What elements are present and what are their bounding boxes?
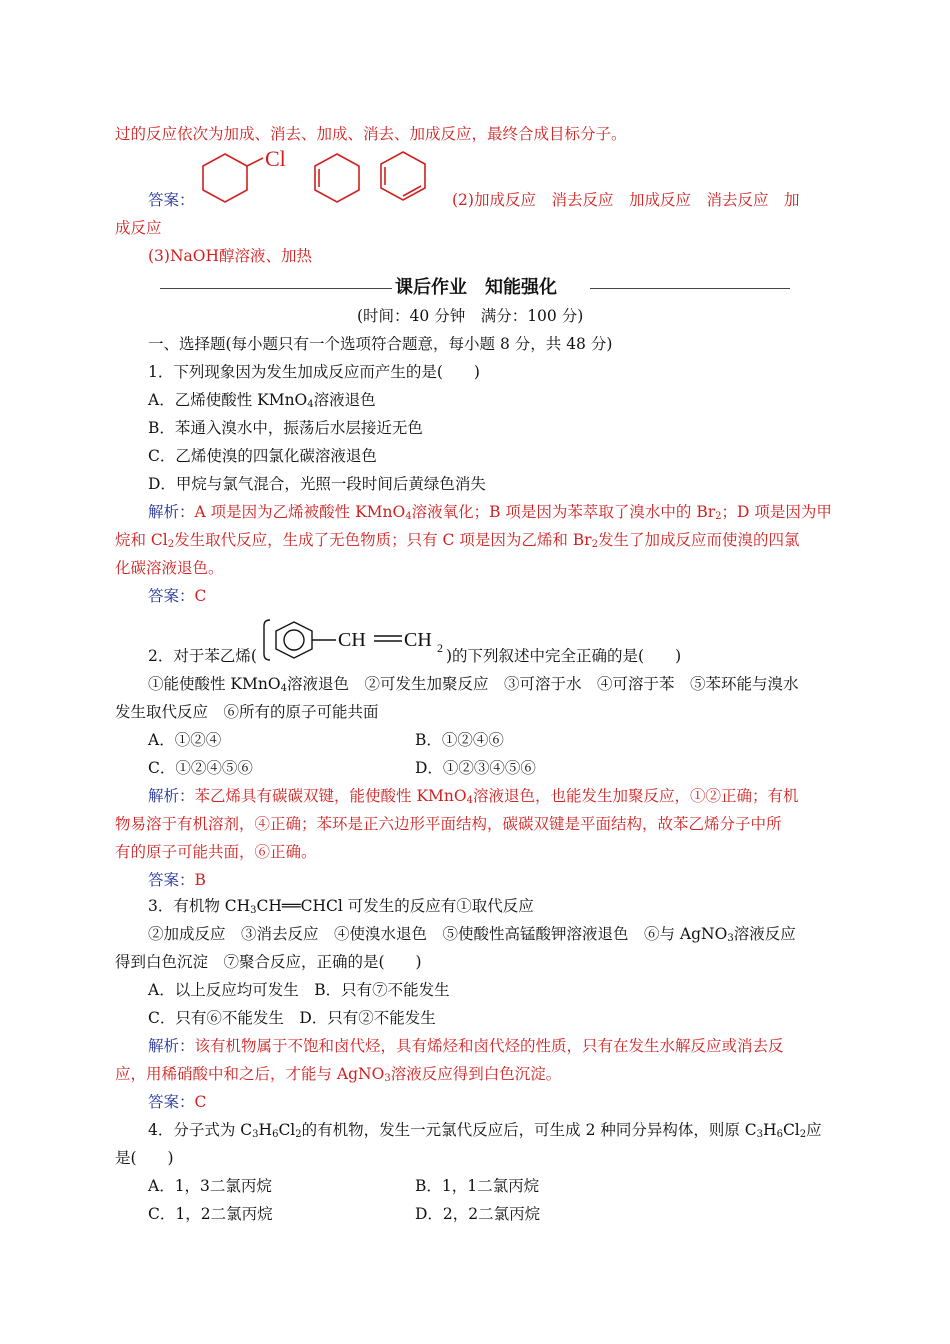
q3-options-ab-text: A．以上反应均可发生 B．只有⑦不能发生 (148, 981, 450, 999)
q3-stem-b: CH══CHCl 可发生的反应有①取代反应 (256, 897, 534, 915)
q4-stem (148, 1120, 822, 1140)
q2-exp1-a: 苯乙烯具有碳碳双键，能使酸性 KMnO (194, 787, 467, 805)
q3-explanation-label: 解析： (148, 1037, 195, 1055)
q2-line3: 发生取代反应 ⑥所有的原子可能共面 (115, 703, 379, 721)
q4-f: Cl (782, 1121, 800, 1139)
reaction-structures (195, 148, 435, 210)
q3-exp1: 该有机物属于不饱和卤代烃，具有烯烃和卤代烃的性质，只有在发生水解反应或消去反 (194, 1037, 784, 1055)
q2-answer-label: 答案： (148, 871, 195, 889)
q1-answer-label: 答案： (148, 587, 195, 605)
answer-label-text: 答案： (148, 191, 195, 209)
q4-option-a (148, 1176, 272, 1196)
left-paren-curve (264, 620, 270, 660)
q2-option-b (415, 730, 504, 750)
answer-part2 (452, 190, 799, 210)
q4-g: 应 (806, 1121, 822, 1139)
q1-exp2-a: 烷和 Cl (115, 531, 168, 549)
section-title-text: 课后作业 知能强化 (395, 277, 557, 298)
q1-option-a (148, 390, 376, 410)
q3-explanation-1 (148, 1036, 784, 1056)
q2-line2-a: ①能使酸性 KMnO (148, 675, 281, 693)
q2-option-a-text: A．①②④ (148, 731, 222, 749)
q2-explanation-1 (148, 786, 798, 806)
q2-statements-2 (115, 702, 379, 722)
q2-explanation-2 (115, 814, 782, 834)
ch-label: CH (338, 629, 366, 651)
q3-options-ab (148, 980, 450, 1000)
title-rule-left (160, 288, 392, 289)
q4-s6: 2 (799, 1129, 807, 1140)
ch2-sub: 2 (437, 641, 443, 655)
q4-option-d (415, 1204, 540, 1224)
q3-answer-label: 答案： (148, 1093, 195, 1111)
q3-line2-a: ②加成反应 ③消去反应 ④使溴水退色 ⑤使酸性高锰酸钾溶液退色 ⑥与 AgNO (148, 925, 728, 943)
answer-part2-cont (115, 218, 162, 238)
q3-statements-1 (148, 924, 796, 944)
ch2-label: CH (404, 629, 432, 651)
q3-line3: 得到白色沉淀 ⑦聚合反应，正确的是( ) (115, 953, 422, 971)
q3-line2-b: 溶液反应 (733, 925, 796, 943)
q1-exp1-c: ；D 项是因为甲 (721, 503, 832, 521)
q4-s5: 6 (776, 1129, 783, 1140)
q2-statements-1 (148, 674, 798, 694)
q3-explanation-2 (115, 1064, 561, 1084)
q4-option-a-text: A．1，3二氯丙烷 (148, 1177, 272, 1195)
q1-exp2-c: 发生了加成反应而使溴的四氯 (597, 531, 800, 549)
answer-label (148, 190, 195, 210)
q1-answer (148, 586, 206, 606)
cyclohexadiene-ring (381, 152, 425, 200)
aromatic-circle (284, 630, 304, 650)
q1-exp1-s2: 2 (715, 511, 722, 522)
q3-answer-value: C (194, 1093, 207, 1111)
q3-line2-s: 3 (727, 933, 734, 944)
title-rule-right (590, 288, 790, 289)
cyclohexane-ring (203, 154, 247, 202)
q3-options-cd-text: C．只有⑥不能发生 D．只有②不能发生 (148, 1009, 436, 1027)
q4-e: H (763, 1121, 777, 1139)
q4-line2: 是( ) (115, 1149, 174, 1167)
q2-line2-sub: 4 (280, 683, 287, 694)
answer-part2-cont-text: 成反应 (115, 219, 162, 237)
section-meta (357, 306, 583, 326)
q4-b: H (258, 1121, 273, 1139)
q1-option-c (148, 446, 377, 466)
q2-exp2: 物易溶于有机溶剂，④正确；苯环是正六边形平面结构，碳碳双键是平面结构，故苯乙烯分子中所 (115, 815, 782, 833)
q1-stem-text: 1．下列现象因为发生加成反应而产生的是( ) (148, 363, 480, 381)
cyclohexene-ring (315, 154, 359, 202)
q1-stem (148, 362, 480, 382)
q2-line2-b: 溶液退色 ②可发生加聚反应 ③可溶于水 ④可溶于苯 ⑤苯环能与溴水 (286, 675, 799, 693)
q1-option-a-text: A．乙烯使酸性 KMnO (148, 391, 308, 409)
q1-exp1-s1: 4 (405, 511, 412, 522)
answer-part2-text: (2)加成反应 消去反应 加成反应 消去反应 加 (452, 191, 800, 209)
q4-option-d-text: D．2，2二氯丙烷 (415, 1205, 541, 1223)
q3-answer (148, 1092, 206, 1112)
q1-option-c-text: C．乙烯使溴的四氯化碳溶液退色 (148, 447, 377, 465)
q3-statements-2 (115, 952, 422, 972)
q4-stem-2 (115, 1148, 174, 1168)
prev-explanation-line (115, 124, 627, 144)
q4-option-b-text: B．1，1二氯丙烷 (415, 1177, 540, 1195)
q4-d: 的有机物，发生一元氯代反应后，可生成 2 种同分异构体，则原 C (301, 1121, 757, 1139)
q1-exp2-s1: 2 (167, 539, 175, 550)
q3-stem (148, 896, 534, 916)
prev-explanation-text: 过的反应依次为加成、消去、加成、消去、加成反应，最终合成目标分子。 (115, 125, 627, 143)
q3-stem-a: 3．有机物 CH (148, 897, 251, 915)
q2-stem-pre-text: 2．对于苯乙烯( (148, 647, 257, 665)
q1-option-a-text2: 溶液退色 (313, 391, 376, 409)
q3-exp2-s: 3 (384, 1073, 391, 1084)
section-meta-text: (时间：40 分钟 满分：100 分) (357, 307, 584, 325)
q2-exp1-s: 4 (466, 795, 473, 806)
q1-exp1-b: 溶液氧化；B 项是因为苯萃取了溴水中的 Br (411, 503, 716, 521)
q1-explanation-3 (115, 558, 224, 578)
q4-c: Cl (278, 1121, 296, 1139)
q2-answer-value: B (194, 871, 206, 889)
q2-option-d (415, 758, 536, 778)
q1-exp2-b: 发生取代反应，生成了无色物质；只有 C 项是因为乙烯和 Br (174, 531, 592, 549)
section-title (395, 277, 557, 299)
q2-option-d-text: D．①②③④⑤⑥ (415, 759, 536, 777)
answer-part3-text: (3)NaOH醇溶液、加热 (148, 247, 312, 265)
q3-exp2-a: 应，用稀硝酸中和之后，才能与 AgNO (115, 1065, 385, 1083)
chlorine-label: Cl (265, 148, 286, 171)
q1-exp3: 化碳溶液退色。 (115, 559, 224, 577)
q2-stem-post (446, 646, 681, 666)
q1-explanation-1 (148, 502, 832, 522)
q1-explanation-label: 解析： (148, 503, 195, 521)
q1-explanation-2 (115, 530, 799, 550)
q1-option-a-sub: 4 (307, 399, 314, 410)
q3-exp2-b: 溶液反应得到白色沉淀。 (390, 1065, 562, 1083)
q2-option-a (148, 730, 221, 750)
q1-option-b-text: B．苯通入溴水中，振荡后水层接近无色 (148, 419, 423, 437)
q1-exp2-s2: 2 (591, 539, 598, 550)
q1-option-d-text: D．甲烷与氯气混合，光照一段时间后黄绿色消失 (148, 475, 486, 493)
q3-stem-s: 3 (250, 905, 257, 916)
q2-exp1-b: 溶液退色，也能发生加聚反应，①②正确；有机 (472, 787, 799, 805)
q4-option-b (415, 1176, 539, 1196)
benzene-ring (276, 622, 312, 658)
answer-part3 (148, 246, 312, 266)
styrene-structure (262, 616, 458, 664)
q1-answer-value: C (194, 587, 207, 605)
q4-a: 4．分子式为 C (148, 1121, 253, 1139)
q2-option-c-text: C．①②④⑤⑥ (148, 759, 253, 777)
q4-option-c-text: C．1，2二氯丙烷 (148, 1205, 273, 1223)
q4-s4: 3 (756, 1129, 764, 1140)
q4-s1: 3 (252, 1129, 259, 1140)
q2-answer (148, 870, 206, 890)
q1-option-d (148, 474, 486, 494)
q2-explanation-3 (115, 842, 317, 862)
q2-exp3: 有的原子可能共面，⑥正确。 (115, 843, 317, 861)
q3-options-cd (148, 1008, 436, 1028)
q2-stem-post-text: )的下列叙述中完全正确的是( ) (446, 647, 682, 665)
q1-exp1-a: A 项是因为乙烯被酸性 KMnO (194, 503, 406, 521)
q1-option-b (148, 418, 423, 438)
q2-option-c (148, 758, 253, 778)
q4-s3: 2 (295, 1129, 302, 1140)
part-heading (148, 334, 612, 354)
q2-explanation-label: 解析： (148, 787, 195, 805)
q2-stem-pre (148, 646, 257, 666)
q2-option-b-text: B．①②④⑥ (415, 731, 504, 749)
q4-option-c (148, 1204, 273, 1224)
q4-s2: 6 (272, 1129, 279, 1140)
part-heading-text: 一、选择题(每小题只有一个选项符合题意，每小题 8 分，共 48 分) (148, 335, 613, 353)
